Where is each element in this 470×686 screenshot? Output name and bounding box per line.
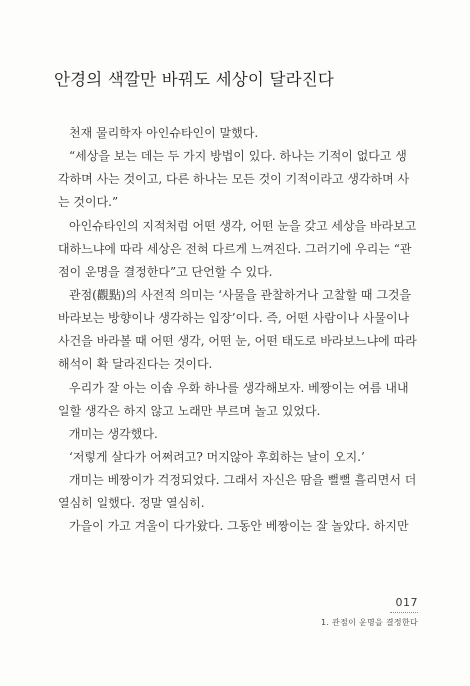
text-line: 바라보는 방향이나 생각하는 입장’이다. 즉, 어떤 사람이나 사물이나 bbox=[58, 311, 410, 326]
text-line: 사건을 바라볼 때 어떤 생각, 어떤 눈, 어떤 태도로 바라보느냐에 따라 bbox=[58, 334, 417, 349]
text-line: 해석이 확 달라진다는 것이다. bbox=[58, 357, 213, 372]
page-title: 안경의 색깔만 바꿔도 세상이 달라진다 bbox=[54, 70, 335, 89]
text-line: 대하느냐에 따라 세상은 전혀 다르게 느껴진다. 그러기에 우리는 “관 bbox=[58, 241, 412, 256]
text-line: 열심히 일했다. 정말 열심히. bbox=[58, 496, 205, 511]
page-number: 017 bbox=[395, 596, 418, 609]
dotted-divider bbox=[390, 612, 418, 613]
text-line: 개미는 생각했다. bbox=[69, 426, 158, 441]
text-line: 는 것이다.” bbox=[58, 195, 119, 210]
text-line: 우리가 잘 아는 이솝 우화 하나를 생각해보자. 베짱이는 여름 내내 bbox=[69, 380, 409, 395]
text-line: 아인슈타인의 지적처럼 어떤 생각, 어떤 눈을 갖고 세상을 바라보고 bbox=[69, 218, 417, 233]
text-line: 관점(觀點)의 사전적 의미는 ‘사물을 관찰하거나 고찰할 때 그것을 bbox=[69, 287, 412, 302]
text-line: 가을이 가고 겨울이 다가왔다. 그동안 베짱이는 잘 놀았다. 하지만 bbox=[69, 519, 409, 534]
chapter-label: 1. 관점이 운명을 결정한다 bbox=[320, 618, 418, 627]
text-line: 각하며 사는 것이고, 다른 하나는 모든 것이 기적이라고 생각하며 사 bbox=[58, 172, 410, 187]
text-line: “세상을 보는 데는 두 가지 방법이 있다. 하나는 기적이 없다고 생 bbox=[69, 149, 407, 164]
text-line: 점이 운명을 결정한다”고 단언할 수 있다. bbox=[58, 264, 273, 279]
text-line: 천재 물리학자 아인슈타인이 말했다. bbox=[69, 126, 259, 140]
text-line: 일할 생각은 하지 않고 노래만 부르며 놀고 있었다. bbox=[58, 403, 321, 418]
body-text bbox=[58, 122, 418, 539]
page-footer bbox=[321, 596, 418, 628]
text-line: 개미는 베짱이가 걱정되었다. 그래서 자신은 땀을 뻘뻘 흘리면서 더 bbox=[69, 473, 417, 488]
text-line: ‘저렇게 살다가 어쩌려고? 머지않아 후회하는 날이 오지.’ bbox=[69, 449, 365, 464]
